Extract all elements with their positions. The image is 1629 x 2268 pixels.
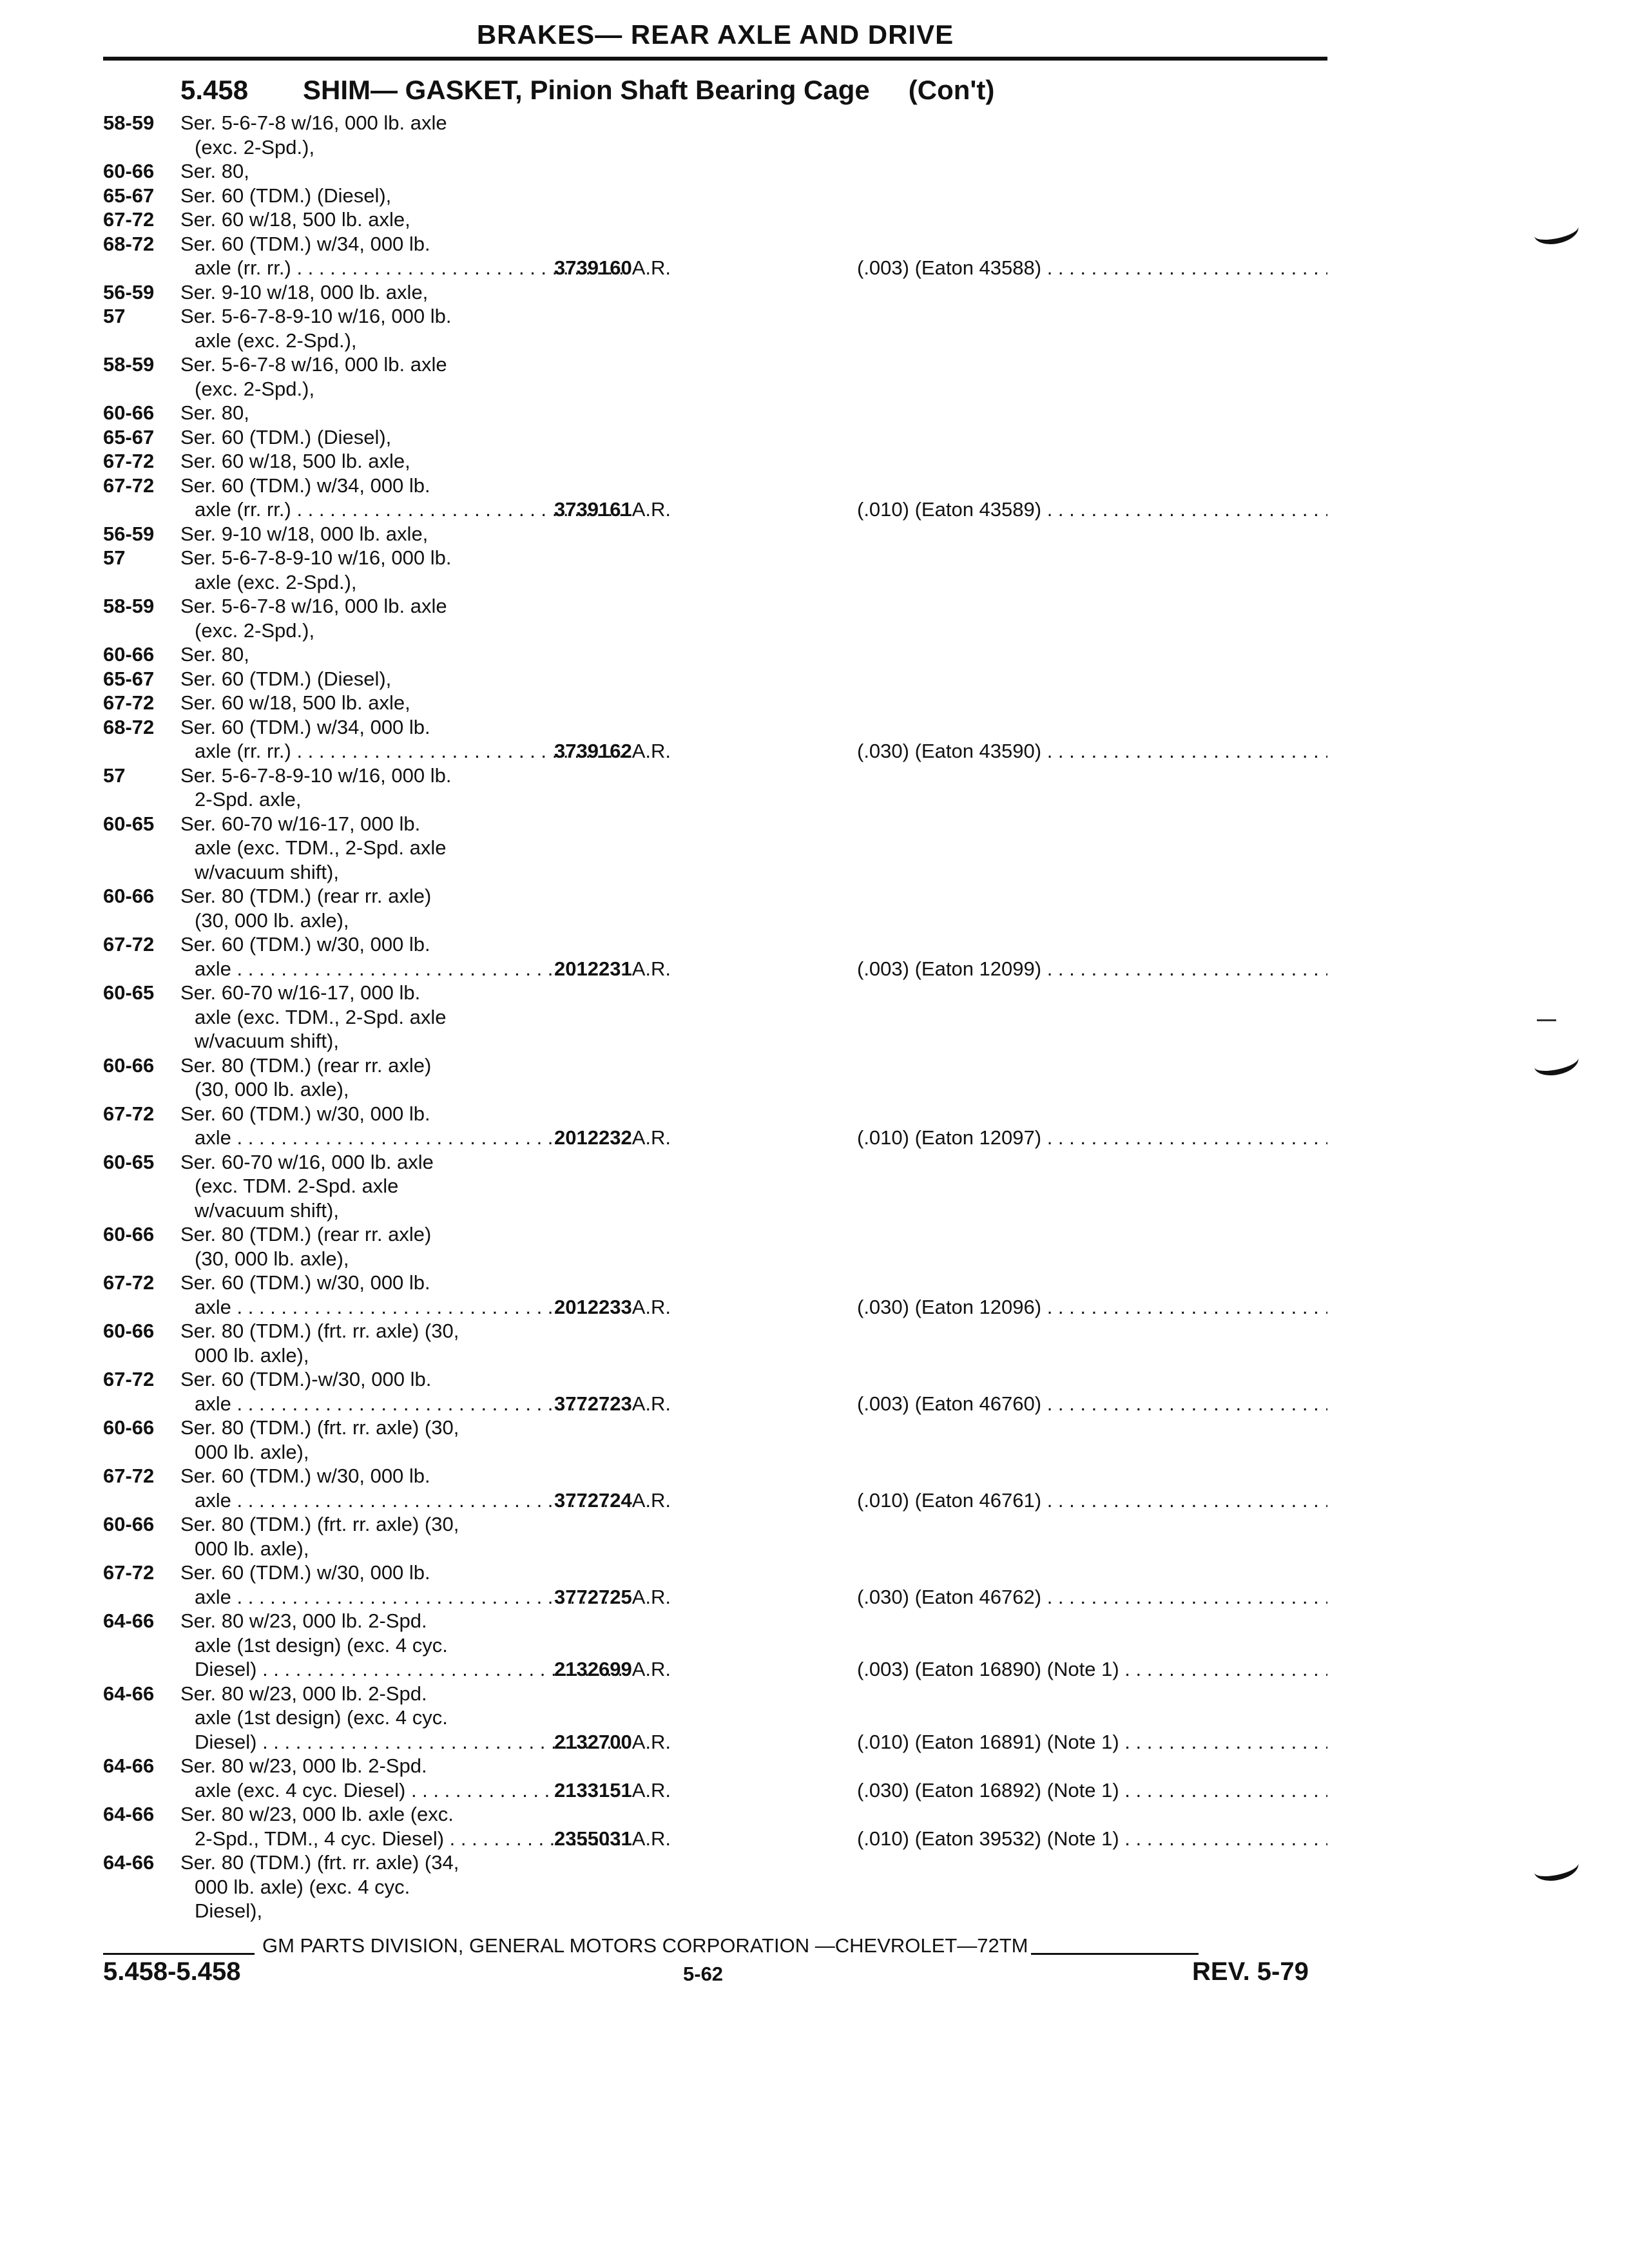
entry-line <box>103 425 1327 450</box>
remarks: (.030) (Eaton 43590) . . . <box>857 739 1327 764</box>
application-text: 000 lb. axle), <box>195 1343 309 1367</box>
model-years: 67-72 <box>103 933 155 956</box>
application-text: Ser. 60-70 w/16, 000 lb. axle <box>180 1150 434 1173</box>
application-text: Ser. 80 (TDM.) (rear rr. axle) <box>180 1223 432 1245</box>
footer-page-number: 5-62 <box>683 1963 724 1985</box>
entry-line <box>103 715 1327 740</box>
section-title <box>180 75 994 106</box>
entry-line <box>103 570 1327 595</box>
quantity: A.R. <box>631 1295 671 1318</box>
model-years: 60-66 <box>103 1513 155 1535</box>
part-number-cell <box>554 1778 671 1803</box>
application-text: Ser. 60 w/18, 500 lb. axle, <box>180 450 410 472</box>
footer-rule-left <box>103 1953 255 1955</box>
entry-line <box>103 860 1327 885</box>
application-text: Ser. 80, <box>180 643 249 666</box>
parts-entry <box>103 1150 1327 1320</box>
part-number: 2012231 <box>554 957 632 980</box>
application-text: Ser. 80, <box>180 160 249 182</box>
entry-line <box>103 135 1327 160</box>
entry-line <box>103 1850 1327 1875</box>
entry-line <box>103 377 1327 401</box>
model-years: 57 <box>103 546 126 569</box>
entry-line <box>103 304 1327 329</box>
application-text: axle . . . <box>195 1488 625 1513</box>
application-text: Ser. 80 (TDM.) (rear rr. axle) <box>180 1053 432 1077</box>
application-text: (30, 000 lb. axle), <box>195 908 349 932</box>
parts-list <box>103 111 1327 1923</box>
application-text: w/vacuum shift), <box>195 860 339 883</box>
entry-line <box>103 401 1327 425</box>
entry-line <box>103 642 1327 667</box>
parts-entry <box>103 1802 1327 1850</box>
entry-line <box>103 280 1327 305</box>
parts-entry <box>103 111 1327 280</box>
entry-line <box>103 1561 1327 1585</box>
entry-line <box>103 1005 1327 1030</box>
application-text: axle (exc. TDM., 2-Spd. axle <box>195 836 447 859</box>
parts-entry <box>103 981 1327 1150</box>
model-years: 56-59 <box>103 280 155 303</box>
model-years: 60-66 <box>103 1223 155 1245</box>
entry-line <box>103 1174 1327 1198</box>
entry-line <box>103 546 1327 570</box>
entry-line <box>103 1222 1327 1247</box>
application-text: Ser. 60 (TDM.) w/30, 000 lb. <box>180 1271 430 1294</box>
application-text: axle (exc. TDM., 2-Spd. axle <box>195 1005 447 1028</box>
remarks: (.010) (Eaton 16891) (Note 1) . . . <box>857 1730 1327 1754</box>
entry-line <box>103 1512 1327 1537</box>
part-number-cell <box>554 1126 671 1150</box>
entry-line <box>103 1416 1327 1440</box>
application-text: (30, 000 lb. axle), <box>195 1078 349 1100</box>
application-text: w/vacuum shift), <box>195 1198 339 1222</box>
application-text: Diesel), <box>195 1899 263 1922</box>
entry-line <box>103 1682 1327 1706</box>
part-number: 2132700 <box>554 1730 632 1753</box>
entry-line <box>103 1754 1327 1778</box>
header-rule <box>103 57 1327 61</box>
part-number-cell <box>554 1730 671 1754</box>
footer-revision: REV. 5-79 <box>1192 1957 1309 1986</box>
application-text: axle (exc. 4 cyc. Diesel) . . . <box>195 1778 625 1803</box>
application-text: Ser. 5-6-7-8-9-10 w/16, 000 lb. <box>180 764 452 787</box>
application-text: Diesel) . . . <box>195 1657 625 1682</box>
model-years: 64-66 <box>103 1803 155 1825</box>
model-years: 60-66 <box>103 1320 155 1342</box>
model-years: 60-66 <box>103 1053 155 1077</box>
part-number: 2355031 <box>554 1827 632 1850</box>
application-text: (exc. 2-Spd.), <box>195 377 315 400</box>
entry-line <box>103 1464 1327 1488</box>
entry-line <box>103 1537 1327 1561</box>
entry-line <box>103 1247 1327 1271</box>
application-text: axle . . . <box>195 957 625 981</box>
entry-line <box>103 1875 1327 1899</box>
model-years: 67-72 <box>103 1102 155 1125</box>
binder-hole-mark <box>1532 215 1581 248</box>
binder-hole-dash <box>1537 1019 1556 1021</box>
model-years: 68-72 <box>103 715 155 738</box>
application-text: Ser. 80 w/23, 000 lb. axle (exc. <box>180 1803 454 1825</box>
application-text: Ser. 9-10 w/18, 000 lb. axle, <box>180 280 429 303</box>
entry-line <box>103 1077 1327 1102</box>
entry-line <box>103 787 1327 812</box>
parts-entry <box>103 1682 1327 1754</box>
model-years: 67-72 <box>103 208 155 231</box>
application-text: Ser. 5-6-7-8-9-10 w/16, 000 lb. <box>180 305 452 327</box>
model-years: 60-66 <box>103 885 155 907</box>
part-number-cell <box>554 957 671 981</box>
entry-line <box>103 981 1327 1005</box>
model-years: 57 <box>103 305 126 327</box>
entry-line <box>103 619 1327 643</box>
entry-line <box>103 836 1327 860</box>
entry-line <box>103 232 1327 256</box>
application-text: Ser. 5-6-7-8-9-10 w/16, 000 lb. <box>180 546 452 569</box>
entry-line <box>103 1367 1327 1392</box>
entry-line <box>103 691 1327 715</box>
application-text: axle (rr. rr.) . . . <box>195 497 625 522</box>
page-header: BRAKES— REAR AXLE AND DRIVE <box>476 19 954 50</box>
application-text: axle (rr. rr.) . . . <box>195 256 625 280</box>
remarks: (.003) (Eaton 16890) (Note 1) . . . <box>857 1657 1327 1682</box>
entry-line <box>103 184 1327 208</box>
parts-entry <box>103 522 1327 764</box>
section-continued: (Con't) <box>908 75 995 105</box>
application-text: Ser. 60 w/18, 500 lb. axle, <box>180 208 410 231</box>
model-years: 67-72 <box>103 474 155 497</box>
entry-line <box>103 1730 1327 1754</box>
part-number-cell <box>554 497 671 522</box>
entry-line <box>103 474 1327 498</box>
quantity: A.R. <box>631 1730 671 1753</box>
model-years: 64-66 <box>103 1682 155 1705</box>
entry-line <box>103 111 1327 135</box>
entry-line <box>103 1899 1327 1923</box>
part-number-cell <box>554 1585 671 1610</box>
entry-line <box>103 522 1327 546</box>
parts-entry <box>103 1754 1327 1802</box>
application-text: Ser. 60 (TDM.) (Diesel), <box>180 425 392 448</box>
entry-line <box>103 1440 1327 1465</box>
entry-line <box>103 1488 1327 1513</box>
entry-line <box>103 1319 1327 1343</box>
remarks: (.030) (Eaton 12096) . . . <box>857 1295 1327 1320</box>
entry-line <box>103 1150 1327 1175</box>
application-text: Ser. 80 (TDM.) (frt. rr. axle) (30, <box>180 1320 459 1342</box>
entry-line <box>103 764 1327 788</box>
application-text: Ser. 60 w/18, 500 lb. axle, <box>180 691 410 714</box>
entry-line <box>103 884 1327 908</box>
application-text: Ser. 60 (TDM.) w/30, 000 lb. <box>180 1465 430 1487</box>
model-years: 65-67 <box>103 667 155 690</box>
model-years: 67-72 <box>103 1368 155 1390</box>
entry-line <box>103 1271 1327 1295</box>
model-years: 65-67 <box>103 184 155 207</box>
application-text: axle (rr. rr.) . . . <box>195 739 625 764</box>
parts-entry <box>103 280 1327 522</box>
application-text: Ser. 60 (TDM.) w/34, 000 lb. <box>180 232 430 255</box>
footer-publisher-line <box>103 1933 1327 1959</box>
application-text: axle (1st design) (exc. 4 cyc. <box>195 1633 448 1657</box>
remarks: (.010) (Eaton 43589) . . . <box>857 497 1327 522</box>
part-number: 3772725 <box>554 1585 632 1608</box>
entry-line <box>103 497 1327 522</box>
part-number-cell <box>554 1657 671 1682</box>
application-text: (30, 000 lb. axle), <box>195 1247 349 1270</box>
remarks: (.010) (Eaton 12097) . . . <box>857 1126 1327 1150</box>
remarks: (.030) (Eaton 46762) . . . <box>857 1585 1327 1610</box>
application-text: Ser. 5-6-7-8 w/16, 000 lb. axle <box>180 353 447 376</box>
footer-publisher: GM PARTS DIVISION, GENERAL MOTORS CORPORATION —CHEVROLET—72TM <box>262 1934 1028 1957</box>
model-years: 58-59 <box>103 353 155 376</box>
parts-entry <box>103 1416 1327 1512</box>
application-text: axle . . . <box>195 1392 625 1416</box>
quantity: A.R. <box>631 740 671 762</box>
remarks: (.003) (Eaton 43588) . . . <box>857 256 1327 280</box>
remarks: (.003) (Eaton 46760) . . . <box>857 1392 1327 1416</box>
entry-line <box>103 1827 1327 1851</box>
model-years: 60-66 <box>103 401 155 424</box>
entry-line <box>103 256 1327 280</box>
entry-line <box>103 1585 1327 1610</box>
entry-line <box>103 957 1327 981</box>
application-text: Diesel) . . . <box>195 1730 625 1754</box>
model-years: 67-72 <box>103 450 155 472</box>
part-number: 3739161 <box>554 498 632 521</box>
parts-entry <box>103 764 1327 981</box>
entry-line <box>103 667 1327 691</box>
application-text: Ser. 60 (TDM.) w/34, 000 lb. <box>180 474 430 497</box>
entry-line <box>103 1198 1327 1223</box>
entry-line <box>103 908 1327 933</box>
quantity: A.R. <box>631 498 671 521</box>
model-years: 60-66 <box>103 1416 155 1439</box>
binder-hole-mark <box>1532 1851 1581 1885</box>
application-text: axle . . . <box>195 1585 625 1610</box>
application-text: Ser. 80 (TDM.) (rear rr. axle) <box>180 885 432 907</box>
remarks: (.030) (Eaton 16892) (Note 1) . . . <box>857 1778 1327 1803</box>
application-text: axle . . . <box>195 1295 625 1320</box>
model-years: 58-59 <box>103 595 155 617</box>
quantity: A.R. <box>631 1585 671 1608</box>
application-text: Ser. 5-6-7-8 w/16, 000 lb. axle <box>180 111 447 134</box>
model-years: 60-66 <box>103 160 155 182</box>
binder-hole-mark <box>1532 1046 1581 1079</box>
entry-line <box>103 932 1327 957</box>
model-years: 67-72 <box>103 691 155 714</box>
application-text: axle (exc. 2-Spd.), <box>195 570 357 593</box>
application-text: axle (1st design) (exc. 4 cyc. <box>195 1706 448 1729</box>
part-number: 2012233 <box>554 1295 632 1318</box>
application-text: 000 lb. axle) (exc. 4 cyc. <box>195 1875 410 1898</box>
section-name: SHIM— GASKET, Pinion Shaft Bearing Cage <box>303 75 870 105</box>
application-text: Ser. 60 (TDM.) w/30, 000 lb. <box>180 1561 430 1584</box>
part-number: 3739160 <box>554 256 632 279</box>
entry-line <box>103 1706 1327 1730</box>
model-years: 60-65 <box>103 981 155 1004</box>
remarks: (.010) (Eaton 39532) (Note 1) . . . <box>857 1827 1327 1851</box>
part-number: 3772724 <box>554 1488 632 1512</box>
application-text: Ser. 60 (TDM.) w/34, 000 lb. <box>180 715 430 738</box>
quantity: A.R. <box>631 1827 671 1850</box>
parts-entry <box>103 1609 1327 1682</box>
application-text: 000 lb. axle), <box>195 1537 309 1560</box>
application-text: Ser. 60-70 w/16-17, 000 lb. <box>180 812 421 835</box>
part-number-cell <box>554 739 671 764</box>
part-number: 2133151 <box>554 1778 632 1802</box>
application-text: (exc. 2-Spd.), <box>195 619 315 642</box>
application-text: Ser. 80 (TDM.) (frt. rr. axle) (30, <box>180 1416 459 1439</box>
part-number-cell <box>554 1295 671 1320</box>
part-number: 2012232 <box>554 1126 632 1149</box>
model-years: 60-65 <box>103 812 155 835</box>
application-text: Ser. 9-10 w/18, 000 lb. axle, <box>180 522 429 545</box>
quantity: A.R. <box>631 957 671 980</box>
application-text: 2-Spd. axle, <box>195 788 302 811</box>
part-number-cell <box>554 1827 671 1851</box>
entry-line <box>103 1633 1327 1658</box>
part-number-cell <box>554 1392 671 1416</box>
application-text: axle . . . <box>195 1126 625 1150</box>
model-years: 64-66 <box>103 1610 155 1632</box>
remarks: (.003) (Eaton 12099) . . . <box>857 957 1327 981</box>
part-number-cell <box>554 256 671 280</box>
entry-line <box>103 1029 1327 1053</box>
application-text: (exc. TDM. 2-Spd. axle <box>195 1175 399 1197</box>
entry-line <box>103 1102 1327 1126</box>
entry-line <box>103 1343 1327 1368</box>
model-years: 67-72 <box>103 1561 155 1584</box>
entry-line <box>103 812 1327 836</box>
entry-line <box>103 1126 1327 1150</box>
part-number: 3739162 <box>554 740 632 762</box>
application-text: Ser. 60 (TDM.)-w/30, 000 lb. <box>180 1368 432 1390</box>
entry-line <box>103 449 1327 474</box>
model-years: 60-66 <box>103 643 155 666</box>
application-text: 000 lb. axle), <box>195 1440 309 1463</box>
parts-entry <box>103 1850 1327 1923</box>
entry-line <box>103 1295 1327 1320</box>
part-number-cell <box>554 1488 671 1513</box>
model-years: 68-72 <box>103 232 155 255</box>
application-text: Ser. 60 (TDM.) w/30, 000 lb. <box>180 1102 430 1125</box>
application-text: Ser. 80 w/23, 000 lb. 2-Spd. <box>180 1610 427 1632</box>
application-text: w/vacuum shift), <box>195 1030 339 1052</box>
entry-line <box>103 1802 1327 1827</box>
quantity: A.R. <box>631 1392 671 1415</box>
quantity: A.R. <box>631 1488 671 1512</box>
quantity: A.R. <box>631 256 671 279</box>
model-years: 65-67 <box>103 425 155 448</box>
application-text: Ser. 60-70 w/16-17, 000 lb. <box>180 981 421 1004</box>
model-years: 64-66 <box>103 1851 155 1874</box>
entry-line <box>103 739 1327 764</box>
footer-rule-right <box>1031 1953 1199 1955</box>
remarks: (.010) (Eaton 46761) . . . <box>857 1488 1327 1513</box>
application-text: Ser. 80 w/23, 000 lb. 2-Spd. <box>180 1754 427 1777</box>
part-number: 3772723 <box>554 1392 632 1415</box>
parts-entry <box>103 1319 1327 1416</box>
entry-line <box>103 1778 1327 1803</box>
application-text: Ser. 80 w/23, 000 lb. 2-Spd. <box>180 1682 427 1705</box>
entry-line <box>103 1392 1327 1416</box>
model-years: 56-59 <box>103 522 155 545</box>
entry-line <box>103 1053 1327 1078</box>
application-text: (exc. 2-Spd.), <box>195 135 315 159</box>
entry-line <box>103 329 1327 353</box>
model-years: 64-66 <box>103 1754 155 1777</box>
application-text: Ser. 60 (TDM.) w/30, 000 lb. <box>180 933 430 956</box>
application-text: Ser. 5-6-7-8 w/16, 000 lb. axle <box>180 595 447 617</box>
entry-line <box>103 1657 1327 1682</box>
entry-line <box>103 594 1327 619</box>
application-text: axle (exc. 2-Spd.), <box>195 329 357 352</box>
quantity: A.R. <box>631 1126 671 1149</box>
parts-entry <box>103 1512 1327 1609</box>
model-years: 67-72 <box>103 1271 155 1294</box>
model-years: 60-65 <box>103 1150 155 1173</box>
part-number: 2132699 <box>554 1658 632 1680</box>
section-number: 5.458 <box>180 75 249 105</box>
model-years: 58-59 <box>103 111 155 134</box>
entry-line <box>103 207 1327 232</box>
model-years: 67-72 <box>103 1465 155 1487</box>
quantity: A.R. <box>631 1658 671 1680</box>
application-text: Ser. 80, <box>180 401 249 424</box>
application-text: Ser. 80 (TDM.) (frt. rr. axle) (30, <box>180 1513 459 1535</box>
model-years: 57 <box>103 764 126 787</box>
application-text: Ser. 60 (TDM.) (Diesel), <box>180 667 392 690</box>
application-text: 2-Spd., TDM., 4 cyc. Diesel) . . . <box>195 1827 625 1851</box>
entry-line <box>103 352 1327 377</box>
application-text: Ser. 60 (TDM.) (Diesel), <box>180 184 392 207</box>
entry-line <box>103 1609 1327 1633</box>
footer-section-range: 5.458-5.458 <box>103 1957 241 1986</box>
application-text: Ser. 80 (TDM.) (frt. rr. axle) (34, <box>180 1851 459 1874</box>
quantity: A.R. <box>631 1778 671 1802</box>
entry-line <box>103 159 1327 184</box>
